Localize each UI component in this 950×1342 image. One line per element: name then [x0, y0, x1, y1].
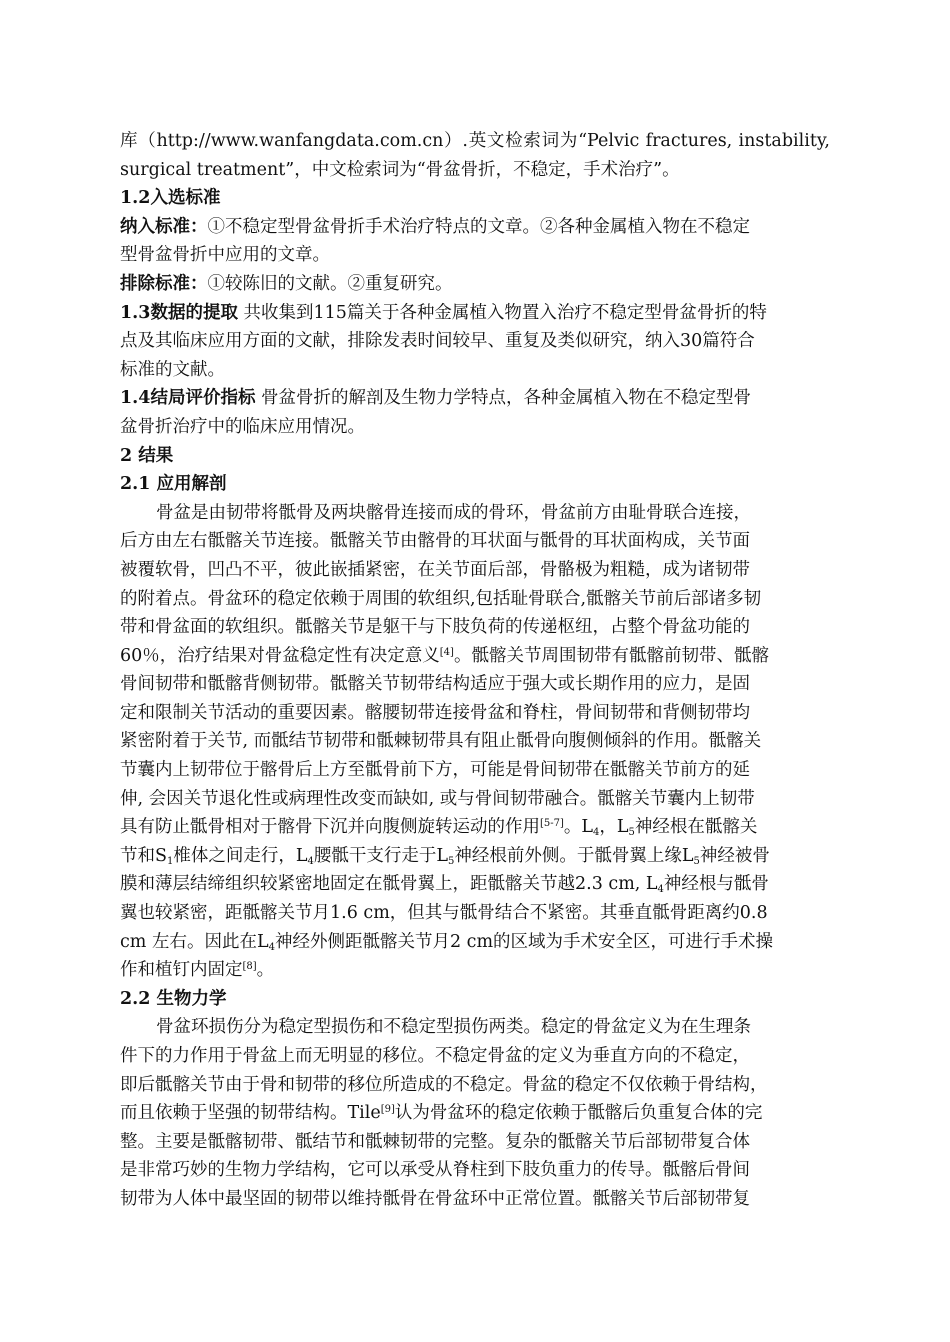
section-heading: 2 结果	[120, 445, 174, 466]
citation: [9]	[380, 1104, 395, 1116]
citation: [8]	[242, 961, 257, 973]
inclusion-label: 纳入标准：	[120, 216, 208, 237]
paragraph-line: 盆骨折治疗中的临床应用情况。	[120, 416, 365, 437]
paragraph-line: 整。主要是骶髂韧带、骶结节和骶棘韧带的完整。复杂的骶髂关节后部韧带复合体	[120, 1131, 750, 1152]
paragraph-line: 具有防止骶骨相对于髂骨下沉并向腹侧旋转运动的作用[5-7]。$L_4$，$L_5$神经根在骶髂关	[120, 817, 758, 839]
paragraph-line: 点及其临床应用方面的文献，排除发表时间较早、重复及类似研究，纳入30篇符合	[120, 331, 755, 352]
paragraph-line: 即后骶髂关节由于骨和韧带的移位所造成的不稳定。骨盆的稳定不仅依赖于骨结构，	[120, 1074, 768, 1095]
section-heading: 1.2入选标准	[120, 188, 221, 209]
paragraph-line: 紧密附着于关节, 而骶结节韧带和骶棘韧带具有阻止骶骨向腹侧倾斜的作用。骶髂关	[120, 731, 762, 752]
paragraph-line: 件下的力作用于骨盆上而无明显的移位。不稳定骨盆的定义为垂直方向的不稳定，	[120, 1046, 750, 1066]
section-heading: 2.1 应用解剖	[120, 474, 227, 495]
paragraph-line: 定和限制关节活动的重要因素。髂腰韧带连接骨盆和脊柱，骨间韧带和背侧韧带均	[120, 702, 750, 723]
paragraph-line: 翼也较紧密，距骶髂关节月1.6 cm，但其与骶骨结合不紧密。其垂直骶骨距离约0.8	[120, 903, 768, 924]
paragraph-line: 膜和薄层结缔组织较紧密地固定在骶骨翼上，距骶髂关节越2.3 cm, $L_4$神经根与骶骨	[120, 874, 769, 896]
paragraph-line: 纳入标准：①不稳定型骨盆骨折手术治疗特点的文章。②各种金属植入物在不稳定	[120, 216, 750, 237]
paragraph-line: 后方由左右骶髂关节连接。骶髂关节由髂骨的耳状面与骶骨的耳状面构成，关节面	[120, 531, 750, 552]
document-page	[120, 127, 830, 1214]
paragraph-line: 伸, 会因关节退化性或病理性改变而缺如, 或与骨间韧带融合。骶髂关节囊内上韧带	[120, 788, 755, 809]
paragraph-line: 而且依赖于坚强的韧带结构。Tile[9]认为骨盆环的稳定依赖于骶髂后负重复合体的完	[120, 1103, 763, 1124]
paragraph-line: 的附着点。骨盆环的稳定依赖于周围的软组织,包括耻骨联合,骶髂关节前后部诸多韧	[120, 588, 762, 609]
paragraph-line: 是非常巧妙的生物力学结构，它可以承受从脊柱到下肢负重力的传导。骶髂后骨间	[120, 1160, 750, 1181]
citation: [5-7]	[540, 818, 564, 830]
paragraph-line: 型骨盆骨折中应用的文章。	[120, 245, 330, 266]
paragraph-line: surgical treatment”，中文检索词为“骨盆骨折，不稳定，手术治疗”。	[120, 159, 680, 180]
paragraph-line: 库（http://www.wanfangdata.com.cn）.英文检索词为“Pelvic fractures, instability,	[120, 131, 830, 151]
paragraph-line: cm 左右。因此在$L_4$神经外侧距骶髂关节月2 cm的区域为手术安全区，可进行手术操	[120, 931, 774, 953]
paragraph-line: 被覆软骨，凹凸不平，彼此嵌插紧密，在关节面后部，骨骼极为粗糙，成为诸韧带	[120, 559, 750, 580]
section-heading: 2.2 生物力学	[120, 988, 227, 1009]
section-heading: 1.4结局评价指标	[120, 388, 256, 409]
paragraph-line: 作和植钉内固定[8]。	[120, 960, 275, 981]
paragraph-line: 节囊内上韧带位于髂骨后上方至骶骨前下方，可能是骨间韧带在骶髂关节前方的延	[120, 760, 750, 781]
exclusion-label: 排除标准：	[120, 273, 208, 294]
paragraph-line: 1.4结局评价指标 骨盆骨折的解剖及生物力学特点，各种金属植入物在不稳定型骨	[120, 388, 752, 409]
paragraph-line: 带和骨盆面的软组织。骶髂关节是躯干与下肢负荷的传递枢纽，占整个骨盆功能的	[120, 617, 750, 638]
section-heading: 1.3数据的提取	[120, 302, 238, 323]
paragraph-line: 60％，治疗结果对骨盆稳定性有决定意义[4]。骶髂关节周围韧带有骶髂前韧带、骶髂	[120, 645, 769, 666]
paragraph-line: 韧带为人体中最坚固的韧带以维持骶骨在骨盆环中正常位置。骶髂关节后部韧带复	[120, 1188, 750, 1209]
paragraph-line: 骨盆环损伤分为稳定型损伤和不稳定型损伤两类。稳定的骨盆定义为在生理条	[156, 1017, 751, 1038]
paragraph-line: 骨间韧带和骶髂背侧韧带。骶髂关节韧带结构适应于强大或长期作用的应力，是固	[120, 674, 750, 695]
paragraph-line: 排除标准：①较陈旧的文献。②重复研究。	[120, 273, 453, 294]
citation: [4]	[439, 646, 454, 658]
paragraph-line: 节和$S_1$椎体之间走行，$L_4$腰骶干支行走于$L_5$神经根前外侧。于骶骨翼上缘$L_5$神经被骨	[120, 845, 770, 867]
paragraph-line: 1.3数据的提取 共收集到115篇关于各种金属植入物置入治疗不稳定型骨盆骨折的特	[120, 302, 767, 323]
paragraph-line: 标准的文献。	[120, 359, 225, 380]
paragraph-line: 骨盆是由韧带将骶骨及两块髂骨连接而成的骨环，骨盆前方由耻骨联合连接，	[156, 502, 751, 523]
